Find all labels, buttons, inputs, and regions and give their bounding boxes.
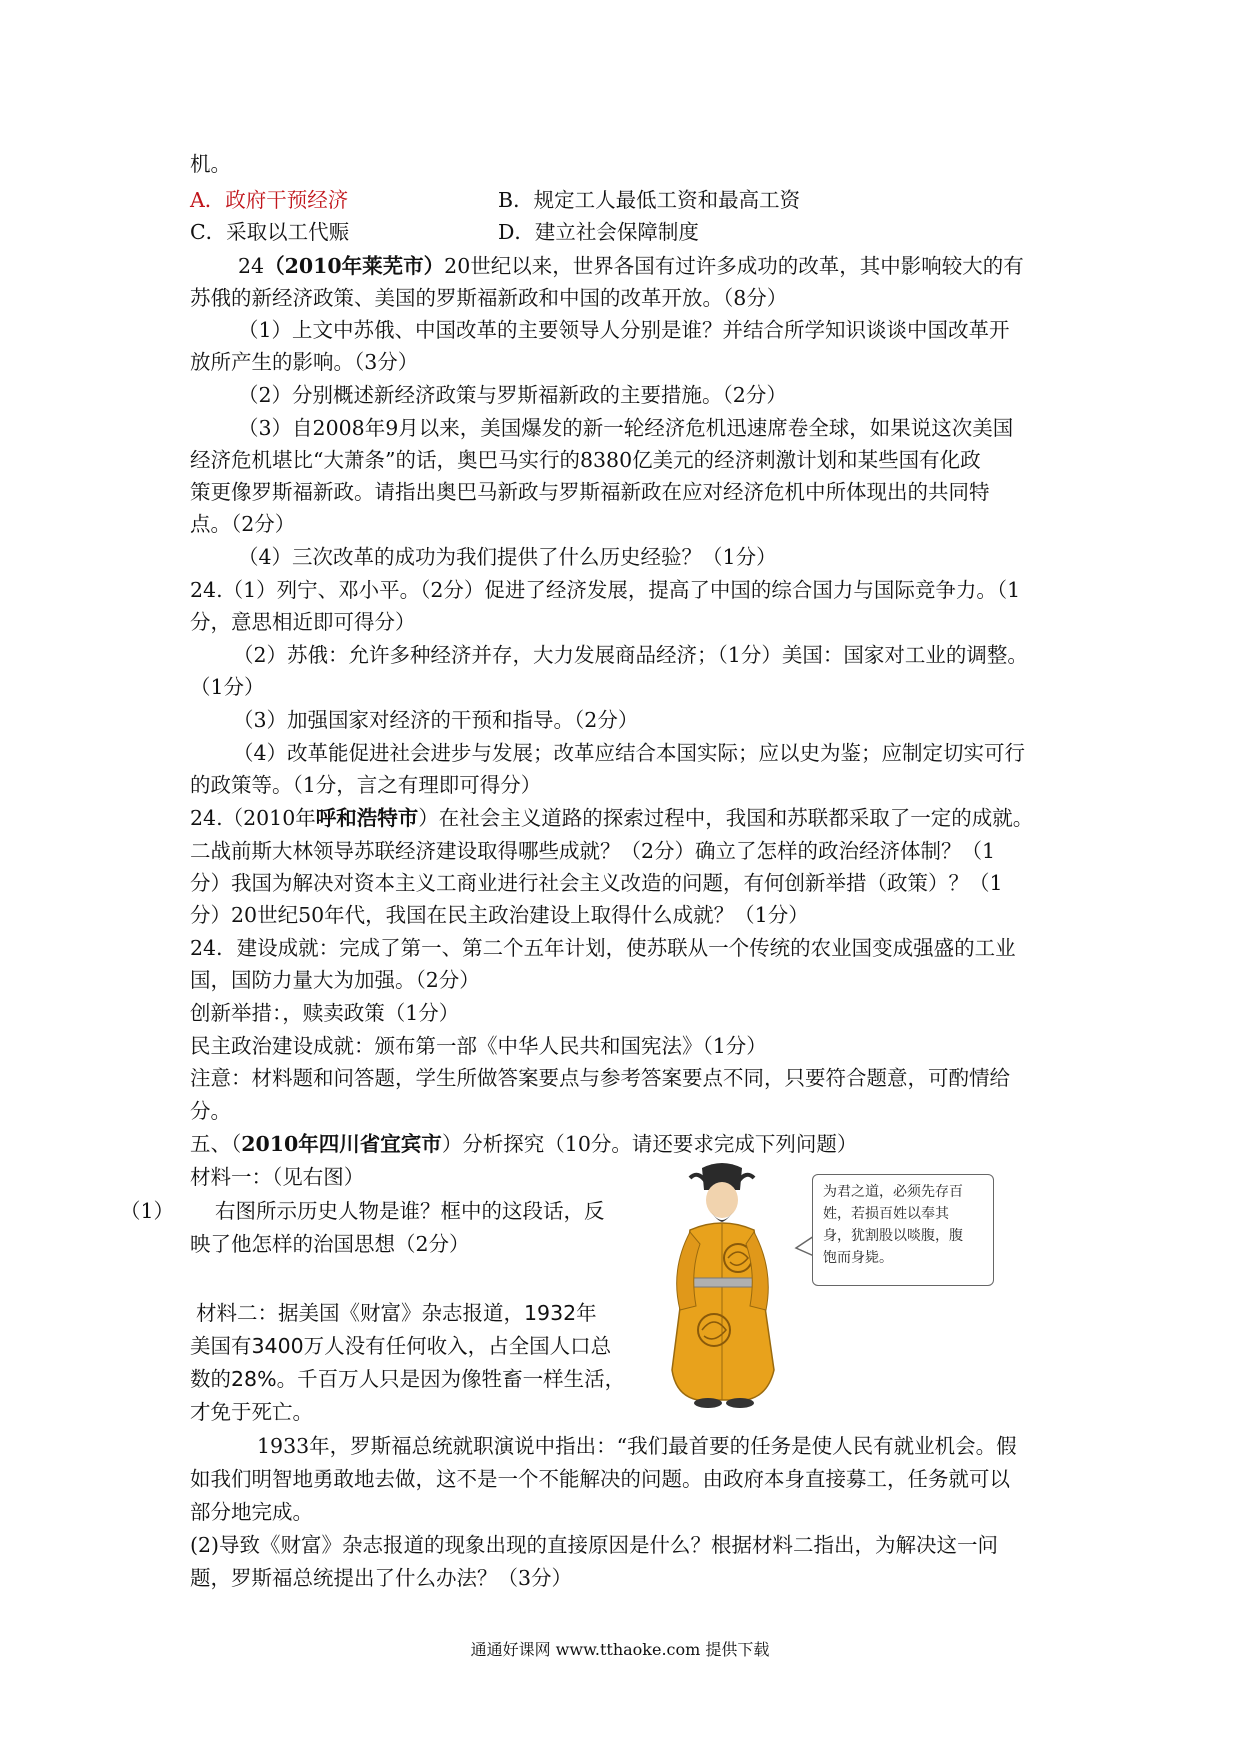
question-text: 20世纪以来，世界各国有过许多成功的改革，其中影响较大的有 <box>444 254 1024 278</box>
question-24b-line4: 分）20世纪50年代，我国在民主政治建设上取得什么成就？（1分） <box>190 903 809 927</box>
answer-24-3: （3）加强国家对经济的干预和指导。（2分） <box>233 708 639 732</box>
question-24-header <box>238 250 1024 282</box>
question-24-4: （4）三次改革的成功为我们提供了什么历史经验？（1分） <box>238 545 777 569</box>
line-0: 机。 <box>190 152 231 176</box>
answer-24-2a: （2）苏俄：允许多种经济并存，大力发展商品经济；（1分）美国：国家对工业的调整。 <box>233 643 1028 667</box>
section-text: ）分析探究（10分。请还要求完成下列问题） <box>441 1132 858 1156</box>
question-24b-header <box>190 802 1033 834</box>
question-5-1b: 映了他怎样的治国思想（2分） <box>190 1232 470 1256</box>
answer-24b-2: 国，国防力量大为加强。（2分） <box>190 968 480 992</box>
question-source: （2010年莱芜市） <box>264 254 445 278</box>
speech-line-1: 为君之道，必须先存百 <box>823 1184 963 1200</box>
answer-24b-4: 民主政治建设成就：颁布第一部《中华人民共和国宪法》（1分） <box>190 1034 767 1058</box>
question-24-1b: 放所产生的影响。（3分） <box>190 350 419 374</box>
material-2c: 数的28%。千百万人只是因为像牲畜一样生活， <box>190 1367 626 1391</box>
section-source: 2010年四川省宜宾市 <box>241 1132 442 1156</box>
section-prefix: 五、（ <box>190 1132 242 1156</box>
question-24-3d: 点。（2分） <box>190 512 296 536</box>
question-24b-line2: 二战前斯大林领导苏联经济建设取得哪些成就？（2分）确立了怎样的政治经济体制？（1 <box>190 839 996 863</box>
question-text: ）在社会主义道路的探索过程中，我国和苏联都采取了一定的成就。 <box>418 806 1034 830</box>
fdr-quote-c: 部分地完成。 <box>190 1500 313 1524</box>
speech-line-2: 姓，若损百姓以奉其 <box>823 1206 949 1222</box>
option-a: A．政府干预经济 <box>190 188 349 212</box>
material-2a: 材料二：据美国《财富》杂志报道，1932年 <box>196 1301 597 1325</box>
section-5-header <box>190 1128 857 1160</box>
fdr-quote-a: 1933年，罗斯福总统就职演说中指出：“我们最首要的任务是使人民有就业机会。假 <box>257 1434 1017 1458</box>
material-2b: 美国有3400万人没有任何收入，占全国人口总 <box>190 1334 612 1358</box>
fdr-quote-b: 如我们明智地勇敢地去做，这不是一个不能解决的问题。由政府本身直接募工，任务就可以 <box>190 1467 1010 1491</box>
option-d: D．建立社会保障制度 <box>498 220 699 244</box>
question-24-1a: （1）上文中苏俄、中国改革的主要领导人分别是谁？并结合所学知识谈谈中国改革开 <box>238 318 1010 342</box>
page-footer: 通通好课网 www.tthaoke.com 提供下载 <box>470 1640 770 1659</box>
question-24-line2: 苏俄的新经济政策、美国的罗斯福新政和中国的改革开放。（8分） <box>190 286 788 310</box>
answer-24-2b: （1分） <box>190 675 265 699</box>
answer-24-4b: 的政策等。（1分，言之有理即可得分） <box>190 773 542 797</box>
question-24-2: （2）分别概述新经济政策与罗斯福新政的主要措施。（2分） <box>238 383 787 407</box>
speech-line-4: 饱而身毙。 <box>823 1250 893 1266</box>
option-c: C．采取以工代赈 <box>190 220 350 244</box>
material-1: 材料一：（见右图） <box>190 1165 365 1189</box>
question-5-2a: (2)导致《财富》杂志报道的现象出现的直接原因是什么？根据材料二指出，为解决这一问 <box>190 1533 999 1557</box>
question-5-1a: 右图所示历史人物是谁？框中的这段话，反 <box>215 1199 605 1223</box>
answer-24b-1: 24．建设成就：完成了第一、第二个五年计划，使苏联从一个传统的农业国变成强盛的工业 <box>190 936 1016 960</box>
note-line1: 注意：材料题和问答题，学生所做答案要点与参考答案要点不同，只要符合题意，可酌情给 <box>190 1066 1010 1090</box>
question-24-3c: 策更像罗斯福新政。请指出奥巴马新政与罗斯福新政在应对经济危机中所体现出的共同特 <box>190 480 990 504</box>
question-24-3b: 经济危机堪比“大萧条”的话，奥巴马实行的8380亿美元的经济刺激计划和某些国有化政 <box>190 448 981 472</box>
answer-24-4a: （4）改革能促进社会进步与发展；改革应结合本国实际；应以史为鉴；应制定切实可行 <box>233 741 1026 765</box>
emperor-figure-image <box>650 1160 800 1410</box>
answer-24-1b: 分，意思相近即可得分） <box>190 610 416 634</box>
question-5-2b: 题，罗斯福总统提出了什么办法？（3分） <box>190 1566 573 1590</box>
question-source: 呼和浩特市 <box>315 806 419 830</box>
question-5-1-number: （1） <box>120 1199 175 1223</box>
question-24-3a: （3）自2008年9月以来，美国爆发的新一轮经济危机迅速席卷全球，如果说这次美国 <box>238 416 1014 440</box>
note-line2: 分。 <box>190 1099 231 1123</box>
speech-bubble <box>812 1174 994 1286</box>
option-b: B．规定工人最低工资和最高工资 <box>498 188 801 212</box>
speech-line-3: 身，犹割股以啖腹，腹 <box>823 1228 963 1244</box>
material-2d: 才免于死亡。 <box>190 1400 313 1424</box>
question-prefix: 24.（2010年 <box>190 806 316 830</box>
answer-24-1a: 24.（1）列宁、邓小平。（2分）促进了经济发展，提高了中国的综合国力与国际竞争力。（1 <box>190 578 1021 602</box>
answer-24b-3: 创新举措：，赎卖政策（1分） <box>190 1001 460 1025</box>
question-24b-line3: 分）我国为解决对资本主义工商业进行社会主义改造的问题，有何创新举措（政策）？（1 <box>190 871 1003 895</box>
question-number: 24 <box>238 254 265 278</box>
